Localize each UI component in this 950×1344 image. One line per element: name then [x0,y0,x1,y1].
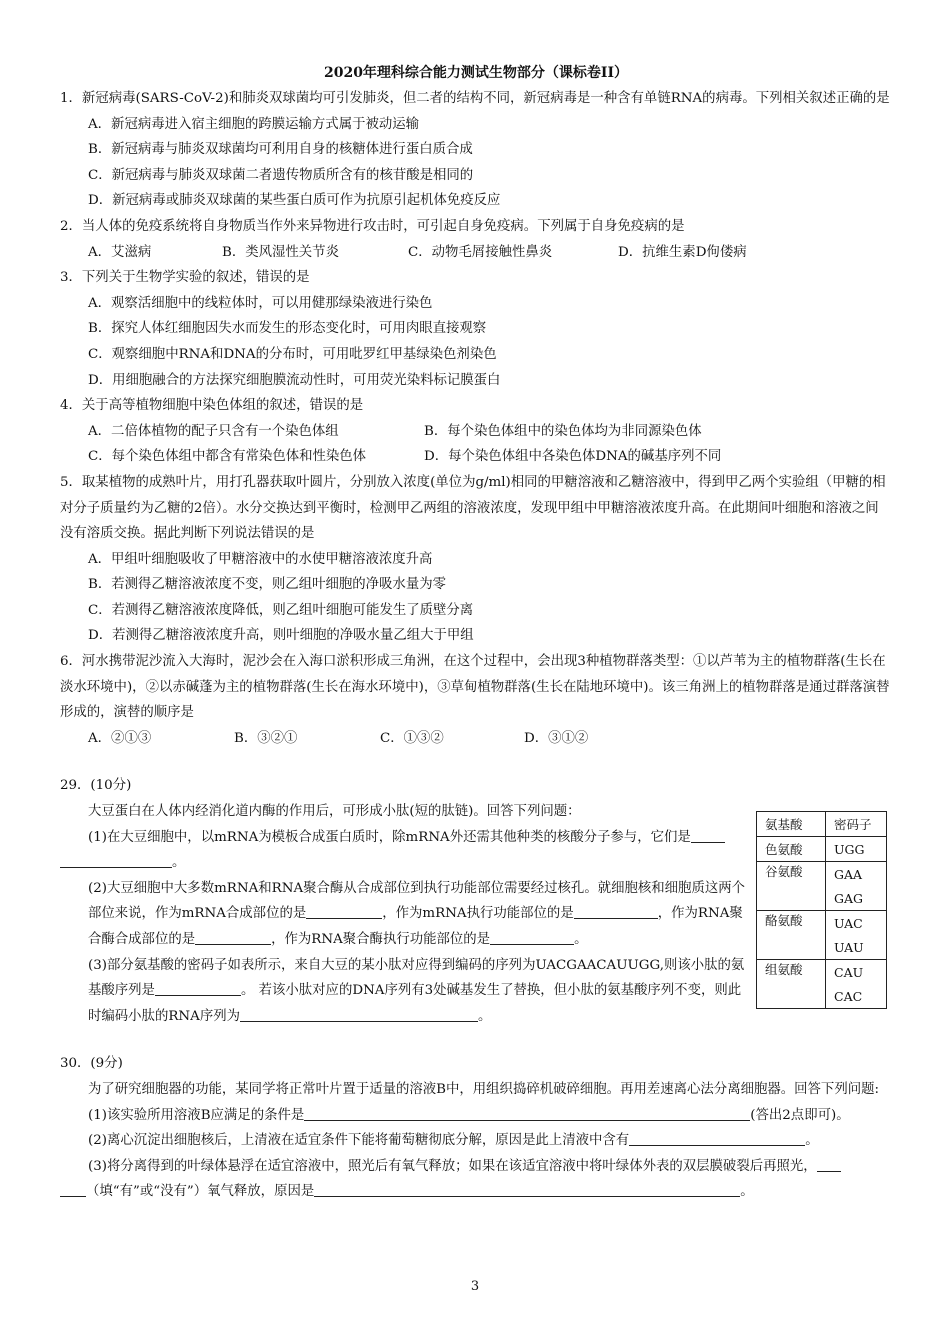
q1-option-b: B．新冠病毒与肺炎双球菌均可利用自身的核糖体进行蛋白质合成 [88,142,473,158]
answer-blank[interactable] [629,1131,805,1146]
q6-stem: 6．河水携带泥沙流入大海时，泥沙会在入海口淤积形成三角洲，在这个过程中，会出现3种植物群落类型：①以芦苇为主的植物群落(生长在淡水环境中)，②以赤碱蓬为主的植物群落(生长在海水环境中)，③草甸植物群落(生长在陆地环境中)。该三角洲上的植物群落是通过群落演替形成的，演替的顺序是 [60,654,890,721]
q3-option-d: D．用细胞融合的方法探究细胞膜流动性时，可用荧光染料标记膜蛋白 [88,372,501,388]
q4-option-d: D．每个染色体组中各染色体DNA的碱基序列不同 [424,449,722,465]
table-row [757,960,887,985]
q4-options-row2 [60,444,892,470]
codon-cell: CAC [826,984,887,1009]
page-title: 2020年理科综合能力测试生物部分（课标卷II） [323,65,629,81]
q5-option-b: B．若测得乙糖溶液浓度不变，则乙组叶细胞的净吸水量为零 [88,577,446,593]
answer-blank[interactable] [691,828,725,843]
q1-stem: 1．新冠病毒(SARS-CoV-2)和肺炎双球菌均可引发肺炎，但二者的结构不同，新冠病毒是一种含有单链RNA的病毒。下列相关叙述正确的是 [60,91,890,106]
q30-part3: (3)将分离得到的叶绿体悬浮在适宜溶液中，照光后有氧气释放；如果在该适宜溶液中将叶绿体外表的双层膜破裂后再照光， （填“有”或“没有”）氧气释放，原因是 。 [60,1154,892,1205]
q29-heading: 29．(10分) [60,778,132,794]
q1-option-a: A．新冠病毒进入宿主细胞的跨膜运输方式属于被动运输 [88,116,420,132]
answer-blank[interactable] [304,1106,750,1121]
q29-body [60,799,748,1029]
q5-stem: 5．取某植物的成熟叶片，用打孔器获取叶圆片，分别放入浓度(单位为g/ml)相同的甲糖溶液和乙糖溶液中，得到甲乙两个实验组（甲糖的相对分子质量约为乙糖的2倍）。水分交换达到平衡时，检测甲乙两组的溶液浓度，发现甲组中甲糖溶液浓度升高。在此期间叶细胞和溶液之间没有溶质交换。据此判断下列说法错误的是 [60,474,886,542]
q29-part2: (2)大豆细胞中大多数mRNA和RNA聚合酶从合成部位到执行功能部位需要经过核孔。就细胞核和细胞质这两个部位来说，作为mRNA合成部位的是 ，作为mRNA执行功能部位的是 ，作为RNA聚合酶合成部位的是 ，作为RNA聚合酶执行功能部位的是 。 [88,880,746,947]
q3-option-b: B．探究人体红细胞因失水而发生的形态变化时，可用肉眼直接观察 [88,321,487,337]
amino-acid-cell: 酪氨酸 [757,911,826,960]
q2-options [60,240,892,266]
q1-option-d: D．新冠病毒或肺炎双球菌的某些蛋白质可作为抗原引起机体免疫反应 [88,193,501,209]
q29-intro: 大豆蛋白在人体内经消化道内酶的作用后，可形成小肽(短的肽链)。回答下列问题： [88,804,581,820]
q2-option-b: B．类风湿性关节炎 [222,244,339,260]
codon-cell: UGG [826,837,887,862]
q5-option-a: A．甲组叶细胞吸收了甲糖溶液中的水使甲糖溶液浓度升高 [88,551,433,567]
q2-option-c: C．动物毛屑接触性鼻炎 [408,244,553,260]
codon-cell: GAA [826,862,887,887]
spacer [60,751,892,773]
answer-blank[interactable] [60,1182,86,1197]
q3-option-a: A．观察活细胞中的线粒体时，可以用健那绿染液进行染色 [88,295,433,311]
table-header-cell: 密码子 [826,812,887,837]
codon-cell: UAC [826,911,887,936]
q29-part1: (1)在大豆细胞中，以mRNA为模板合成蛋白质时，除mRNA外还需其他种类的核酸分子参与，它们是 。 [60,825,748,876]
amino-acid-cell: 色氨酸 [757,837,826,862]
q3-stem: 3．下列关于生物学实验的叙述，错误的是 [60,270,310,286]
answer-blank[interactable] [195,930,271,945]
q6-option-d: D．③①② [524,730,589,746]
q30-part1: (1)该实验所用溶液B应满足的条件是 (答出2点即可)。 [88,1107,850,1123]
q29-part3: (3)部分氨基酸的密码子如表所示，来自大豆的某小肽对应得到编码的序列为UACGAACAUUGG,则该小肽的氨基酸序列是 。 若该小肽对应的DNA序列有3处碱基发生了替换，但小肽的氨基酸序列不变，则此时编码小肽的RNA序列为 。 [88,957,745,1024]
answer-blank[interactable] [60,853,172,868]
codon-table [756,811,887,1009]
answer-blank[interactable] [306,904,382,919]
table-row [757,911,887,936]
table-row [757,862,887,887]
q5-option-d: D．若测得乙糖溶液浓度升高，则叶细胞的净吸水量乙组大于甲组 [88,628,474,644]
q6-option-a: A．②①③ [88,730,152,746]
codon-cell: GAG [826,886,887,911]
q6-option-b: B．③②① [234,730,298,746]
codon-cell: UAU [826,935,887,960]
q4-stem: 4．关于高等植物细胞中染色体组的叙述，错误的是 [60,398,364,414]
q4-options-row1 [60,419,892,445]
q4-option-b: B．每个染色体组中的染色体均为非同源染色体 [424,423,702,439]
page-number: 3 [470,1279,480,1294]
q2-stem: 2．当人体的免疫系统将自身物质当作外来异物进行攻击时，可引起自身免疫病。下列属于自身免疫病的是 [60,218,685,234]
codon-cell: CAU [826,960,887,985]
answer-blank[interactable] [240,1007,478,1022]
answer-blank[interactable] [490,930,574,945]
q5-option-c: C．若测得乙糖溶液浓度降低，则乙组叶细胞可能发生了质壁分离 [88,602,474,618]
q2-option-d: D．抗维生素D佝偻病 [618,244,747,260]
table-header-row [757,812,887,837]
answer-blank[interactable] [314,1182,740,1197]
table-header-cell: 氨基酸 [757,812,826,837]
q4-option-a: A．二倍体植物的配子只含有一个染色体组 [88,423,339,439]
answer-blank[interactable] [574,904,658,919]
spacer [60,1029,892,1051]
exam-page [60,62,892,1205]
amino-acid-cell: 组氨酸 [757,960,826,1009]
q4-option-c: C．每个染色体组中都含有常染色体和性染色体 [88,449,367,465]
q6-options [60,726,892,752]
q30-intro: 为了研究细胞器的功能，某同学将正常叶片置于适量的溶液B中，用组织捣碎机破碎细胞。再用差速离心法分离细胞器。回答下列问题: [88,1081,880,1097]
q3-option-c: C．观察细胞中RNA和DNA的分布时，可用吡罗红甲基绿染色剂染色 [88,346,497,362]
table-row [757,837,887,862]
q29-section [60,773,892,1029]
q2-option-a: A．艾滋病 [88,244,152,260]
amino-acid-cell: 谷氨酸 [757,862,826,911]
q30-part2: (2)离心沉淀出细胞核后，上清液在适宜条件下能将葡萄糖彻底分解，原因是此上清液中含有 。 [88,1133,819,1149]
q30-heading: 30．(9分) [60,1056,123,1072]
answer-blank[interactable] [817,1157,841,1172]
q6-option-c: C．①③② [380,730,444,746]
q1-option-c: C．新冠病毒与肺炎双球菌二者遗传物质所含有的核苷酸是相同的 [88,167,474,183]
answer-blank[interactable] [155,981,241,996]
